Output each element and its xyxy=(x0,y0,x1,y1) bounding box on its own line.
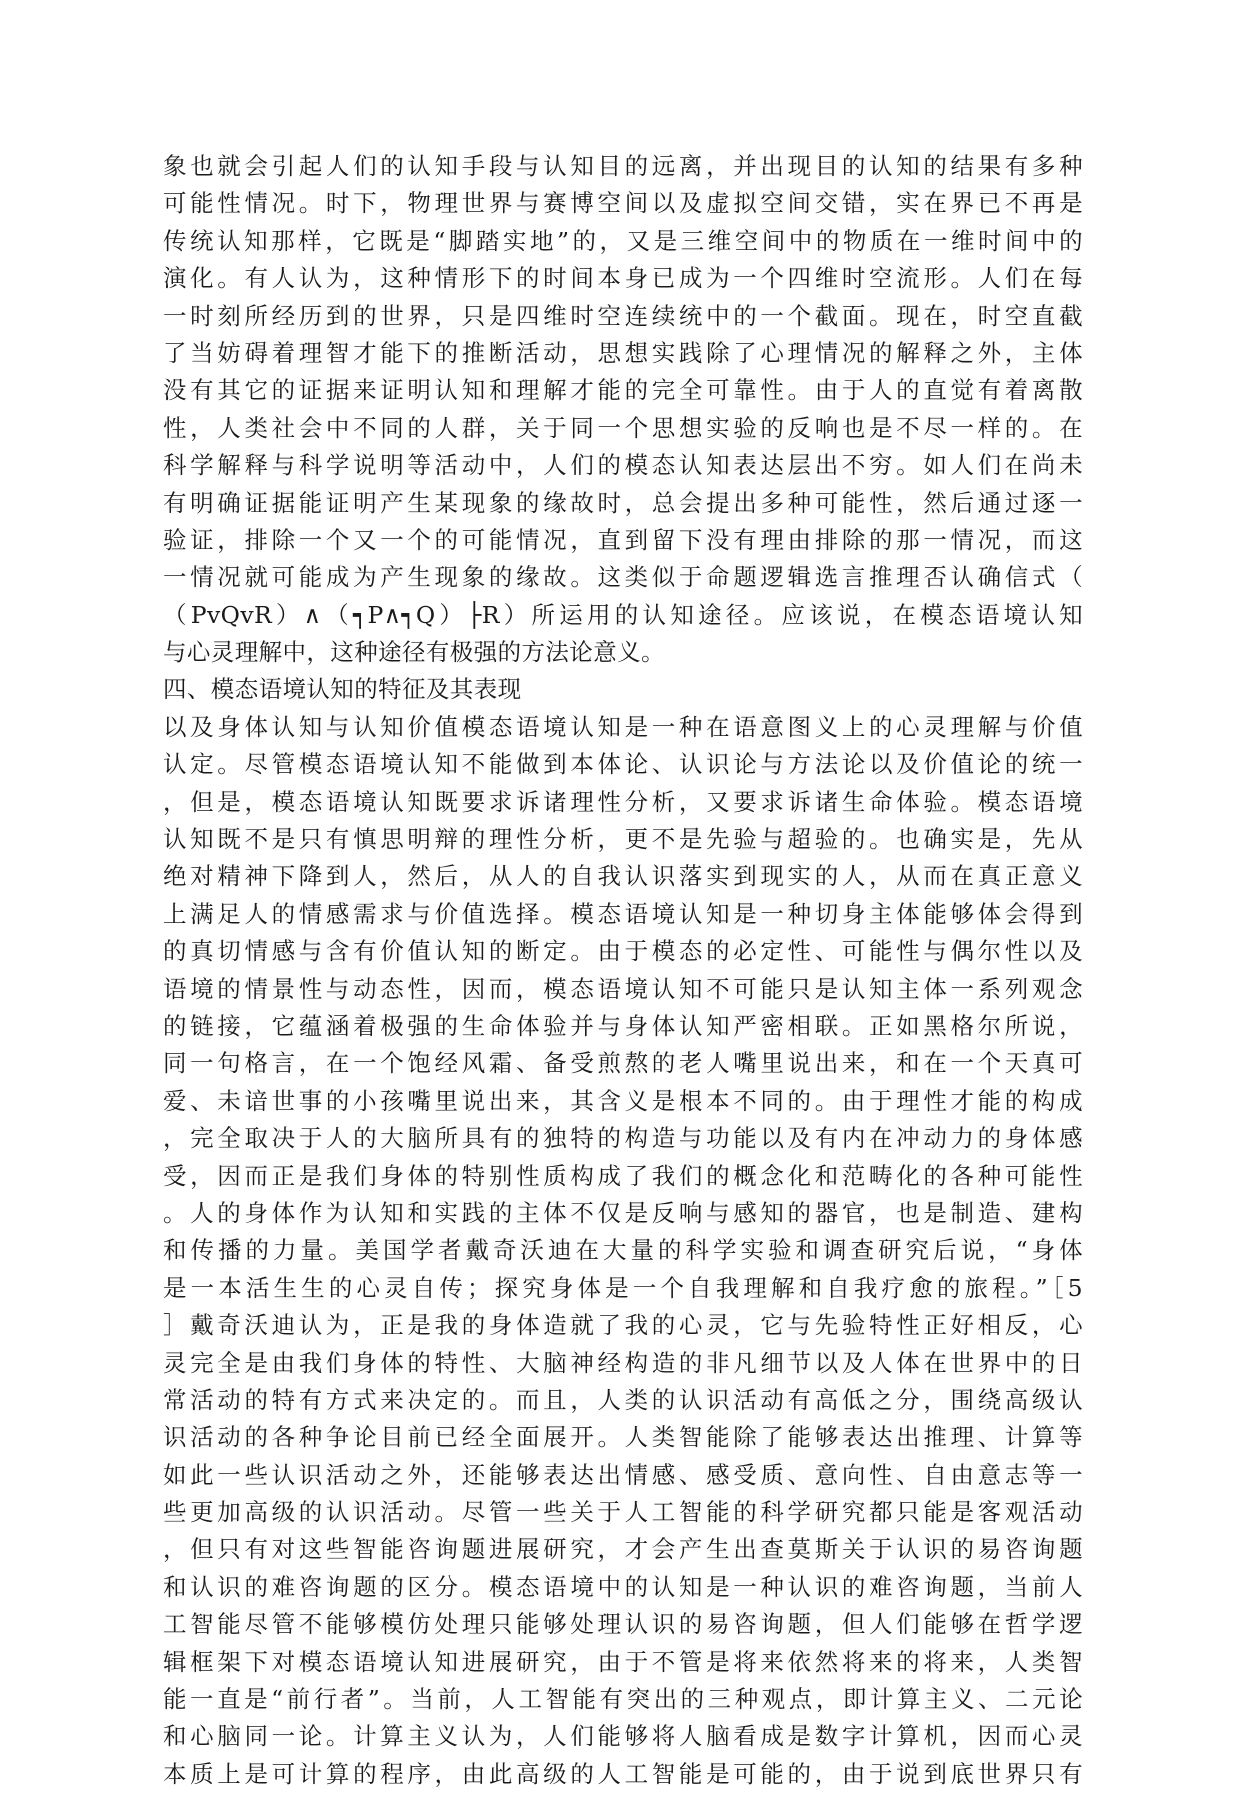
text-line: （PvQvR）∧（┑P∧┑Q）├R）所运用的认知途径。应该说，在模态语境认知 xyxy=(163,600,1083,629)
text-line: 有明确证据能证明产生某现象的缘故时，总会提出多种可能性，然后通过逐一 xyxy=(163,488,1083,517)
text-line: 传统认知那样，它既是“脚踏实地”的，又是三维空间中的物质在一维时间中的 xyxy=(163,226,1083,255)
text-line: 受，因而正是我们身体的特别性质构成了我们的概念化和范畴化的各种可能性 xyxy=(163,1161,1083,1190)
text-line: 同一句格言，在一个饱经风霜、备受煎熬的老人嘴里说出来，和在一个天真可 xyxy=(163,1049,1083,1078)
text-line: 辑框架下对模态语境认知进展研究，由于不管是将来依然将来的将来，人类智 xyxy=(163,1647,1083,1676)
text-line: 演化。有人认为，这种情形下的时间本身已成为一个四维时空流形。人们在每 xyxy=(163,264,1083,293)
section-heading: 四、模态语境认知的特征及其表现 xyxy=(163,675,522,704)
text-line: 象也就会引起人们的认知手段与认知目的远离，并出现目的认知的结果有多种 xyxy=(163,152,1083,180)
text-line: 和传播的力量。美国学者戴奇沃迪在大量的科学实验和调查研究后说，“身体 xyxy=(163,1236,1083,1265)
text-line: 识活动的各种争论目前已经全面展开。人类智能除了能够表达出推理、计算等 xyxy=(163,1423,1083,1452)
text-line: 以及身体认知与认知价值模态语境认知是一种在语意图义上的心灵理解与价值 xyxy=(163,712,1083,741)
text-line: 绝对精神下降到人，然后，从人的自我认识落实到现实的人，从而在真正意义 xyxy=(163,862,1083,891)
text-line: 本质上是可计算的程序，由此高级的人工智能是可能的，由于说到底世界只有 xyxy=(163,1759,1083,1788)
text-line: 和心脑同一论。计算主义认为，人们能够将人脑看成是数字计算机，因而心灵 xyxy=(163,1722,1083,1751)
text-line: 语境的情景性与动态性，因而，模态语境认知不可能只是认知主体一系列观念 xyxy=(163,974,1083,1003)
text-line: 性，人类社会中不同的人群，关于同一个思想实验的反响也是不尽一样的。在 xyxy=(163,413,1083,442)
text-line: 验证，排除一个又一个的可能情况，直到留下没有理由排除的那一情况，而这 xyxy=(163,525,1083,554)
text-line: 常活动的特有方式来决定的。而且，人类的认识活动有高低之分，围绕高级认 xyxy=(163,1385,1083,1414)
text-line: 和认识的难咨询题的区分。模态语境中的认知是一种认识的难咨询题，当前人 xyxy=(163,1572,1083,1601)
text-line: 如此一些认识活动之外，还能够表达出情感、感受质、意向性、自由意志等一 xyxy=(163,1460,1083,1489)
text-line: 。人的身体作为认知和实践的主体不仅是反响与感知的器官，也是制造、建构 xyxy=(163,1198,1083,1227)
text-line: 与心灵理解中，这种途径有极强的方法论意义。 xyxy=(163,638,665,667)
text-line: 能一直是“前行者”。当前，人工智能有突出的三种观点，即计算主义、二元论 xyxy=(163,1685,1083,1714)
text-line: 认定。尽管模态语境认知不能做到本体论、认识论与方法论以及价值论的统一 xyxy=(163,750,1083,779)
text-line: 的真切情感与含有价值认知的断定。由于模态的必定性、可能性与偶尔性以及 xyxy=(163,937,1083,966)
text-line: ，但只有对这些智能咨询题进展研究，才会产生出查莫斯关于认识的易咨询题 xyxy=(163,1535,1083,1564)
text-line: 一情况就可能成为产生现象的缘故。这类似于命题逻辑选言推理否认确信式（ xyxy=(163,563,1083,592)
text-line: 是一本活生生的心灵自传；探究身体是一个自我理解和自我疗愈的旅程。”［5 xyxy=(163,1273,1083,1302)
text-line: 了当妨碍着理智才能下的推断活动，思想实践除了心理情况的解释之外，主体 xyxy=(163,338,1083,367)
text-line: 科学解释与科学说明等活动中，人们的模态认知表达层出不穷。如人们在尚未 xyxy=(163,451,1083,480)
body-text xyxy=(163,148,1083,1793)
text-line: 工智能尽管不能够模仿处理只能够处理认识的易咨询题，但人们能够在哲学逻 xyxy=(163,1610,1083,1639)
text-line: ］戴奇沃迪认为，正是我的身体造就了我的心灵，它与先验特性正好相反，心 xyxy=(163,1311,1083,1340)
text-line: ，完全取决于人的大脑所具有的独特的构造与功能以及有内在冲动力的身体感 xyxy=(163,1124,1083,1153)
text-line: 上满足人的情感需求与价值选择。模态语境认知是一种切身主体能够体会得到 xyxy=(163,899,1083,928)
text-line: 没有其它的证据来证明认知和理解才能的完全可靠性。由于人的直觉有着离散 xyxy=(163,376,1083,405)
text-line: 些更加高级的认识活动。尽管一些关于人工智能的科学研究都只能是客观活动 xyxy=(163,1498,1083,1527)
text-line: 一时刻所经历到的世界，只是四维时空连续统中的一个截面。现在，时空直截 xyxy=(163,301,1083,330)
text-line: 认知既不是只有慎思明辩的理性分析，更不是先验与超验的。也确实是，先从 xyxy=(163,825,1083,854)
text-line: 可能性情况。时下，物理世界与赛博空间以及虚拟空间交错，实在界已不再是 xyxy=(163,189,1083,218)
text-line: 灵完全是由我们身体的特性、大脑神经构造的非凡细节以及人体在世界中的日 xyxy=(163,1348,1083,1377)
text-line: 爱、未谙世事的小孩嘴里说出来，其含义是根本不同的。由于理性才能的构成 xyxy=(163,1086,1083,1115)
text-line: ，但是，模态语境认知既要求诉诸理性分析，又要求诉诸生命体验。模态语境 xyxy=(163,787,1083,816)
text-line: 的链接，它蕴涵着极强的生命体验并与身体认知严密相联。正如黑格尔所说， xyxy=(163,1011,1083,1040)
